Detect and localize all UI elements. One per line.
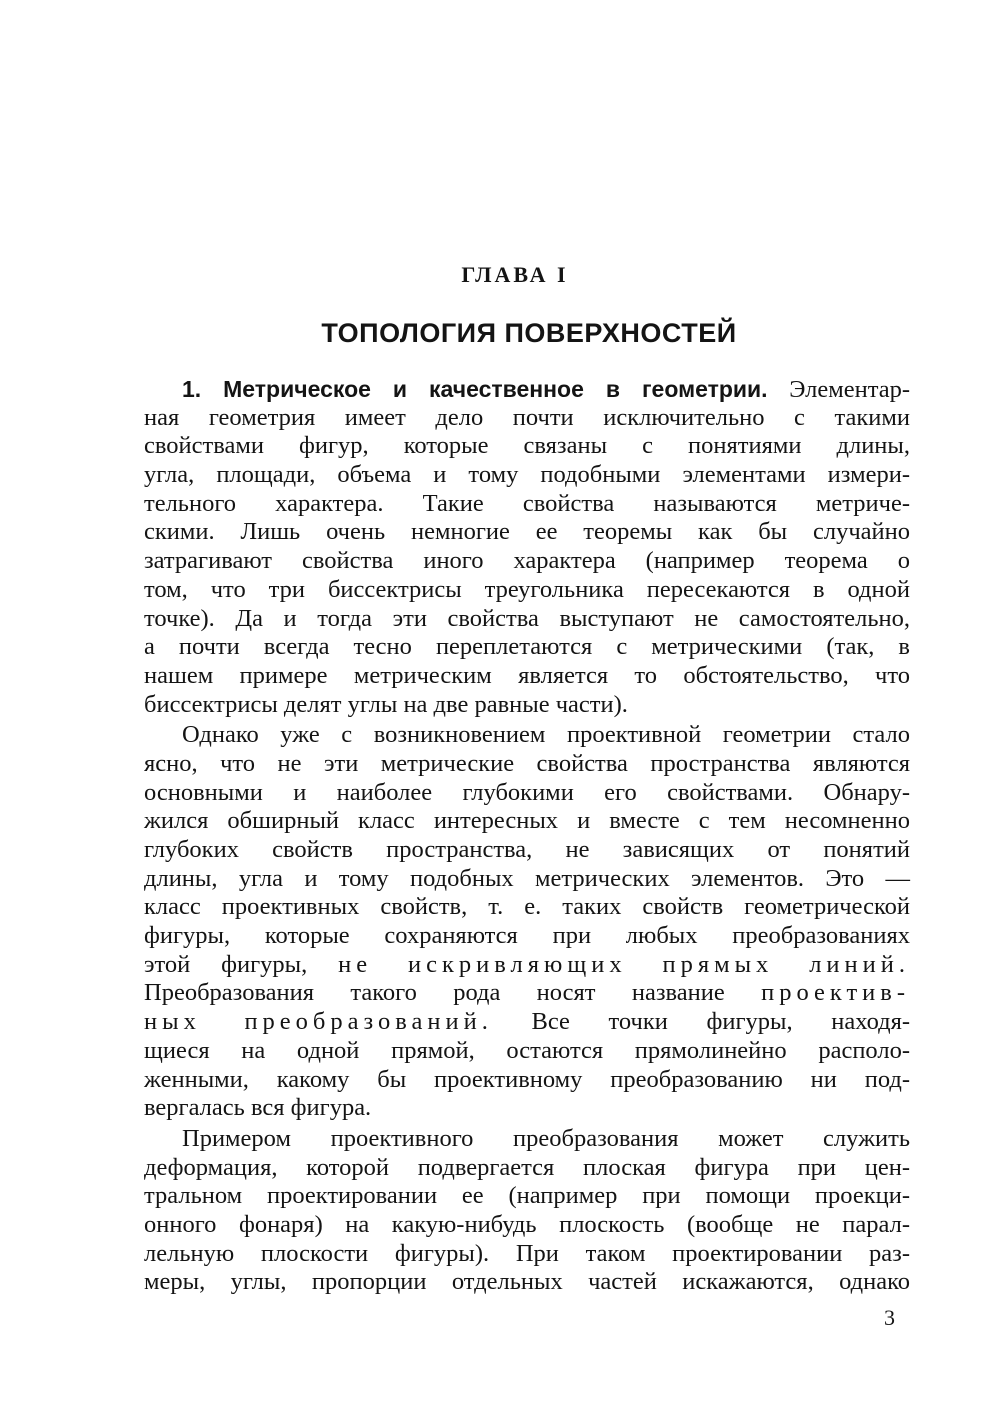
page-number: 3 xyxy=(884,1305,895,1330)
body-text xyxy=(144,375,910,1297)
emphasized-text: не искривляющих прямых линий. xyxy=(338,950,910,978)
text-line: онного фонаря) на какую-нибудь плоскость (вообще не парал- xyxy=(144,1210,910,1238)
section-heading: 1. Метрическое и качественное в геометрии. xyxy=(182,376,768,402)
text-line: фигуры, которые сохраняются при любых преобразованиях xyxy=(144,922,910,950)
text-line xyxy=(144,1008,910,1037)
text-line: тельного характера. Такие свойства называются метриче- xyxy=(144,489,910,517)
emphasized-text: ных преобразований. xyxy=(144,1008,493,1036)
text-line: Однако уже с возникновением проективной геометрии стало xyxy=(182,721,910,749)
text-line xyxy=(144,979,910,1008)
text-line: том, что три биссектрисы треугольника пересекаются в одной xyxy=(144,575,910,603)
text-line: ная геометрия имеет дело почти исключительно с такими xyxy=(144,403,910,431)
text-line: тральном проектировании ее (например при помощи проекци- xyxy=(144,1182,910,1210)
text-line: меры, углы, пропорции отдельных частей искажаются, однако xyxy=(144,1268,910,1296)
text-line: нашем примере метрическим является то обстоятельство, что xyxy=(144,661,910,689)
text-line: скими. Лишь очень немногие ее теоремы как бы случайно xyxy=(144,518,910,546)
emphasized-text: проектив- xyxy=(761,979,910,1007)
text-line: а почти всегда тесно переплетаются с метрическими (так, в xyxy=(144,633,910,661)
text-line xyxy=(144,951,910,980)
text-line: деформация, которой подвергается плоская фигура при цен- xyxy=(144,1153,910,1181)
text-line: Примером проективного преобразования может служить xyxy=(182,1124,910,1152)
text-line: угла, площади, объема и тому подобными элементами измери- xyxy=(144,461,910,489)
text-line: женными, какому бы проективному преобразованию ни под- xyxy=(144,1065,910,1093)
text-line: основными и наиболее глубокими его свойствами. Обнару- xyxy=(144,778,910,806)
text-line: лельную плоскости фигуры). При таком проектировании раз- xyxy=(144,1239,910,1267)
text-line: длины, угла и тому подобных метрических элементов. Это — xyxy=(144,864,910,892)
text-line: щиеся на одной прямой, остаются прямолинейно располо- xyxy=(144,1036,910,1064)
text-line: точке). Да и тогда эти свойства выступают не самостоятельно, xyxy=(144,604,910,632)
text-line: жился обширный класс интересных и вместе с тем несомненно xyxy=(144,807,910,835)
text-fragment: Элементар- xyxy=(789,376,910,403)
text-line: свойствами фигур, которые связаны с понятиями длины, xyxy=(144,432,910,460)
chapter-label: ГЛАВА I xyxy=(461,262,569,287)
text-line xyxy=(144,375,910,404)
chapter-title: ТОПОЛОГИЯ ПОВЕРХНОСТЕЙ xyxy=(321,318,737,348)
text-fragment: Преобразования такого рода носят название xyxy=(144,979,725,1007)
text-line: класс проективных свойств, т. е. таких свойств геометрической xyxy=(144,893,910,921)
text-line: глубоких свойств пространства, не зависящих от понятий xyxy=(144,836,910,863)
text-fragment: Все точки фигуры, находя- xyxy=(531,1008,911,1036)
text-line: ясно, что не эти метрические свойства пространства являются xyxy=(144,749,910,777)
text-line: вергалась вся фигура. xyxy=(144,1094,372,1122)
text-line: затрагивают свойства иного характера (например теорема о xyxy=(144,547,910,575)
text-line: биссектрисы делят углы на две равные части). xyxy=(144,690,628,718)
text-fragment: этой фигуры, xyxy=(144,950,308,978)
